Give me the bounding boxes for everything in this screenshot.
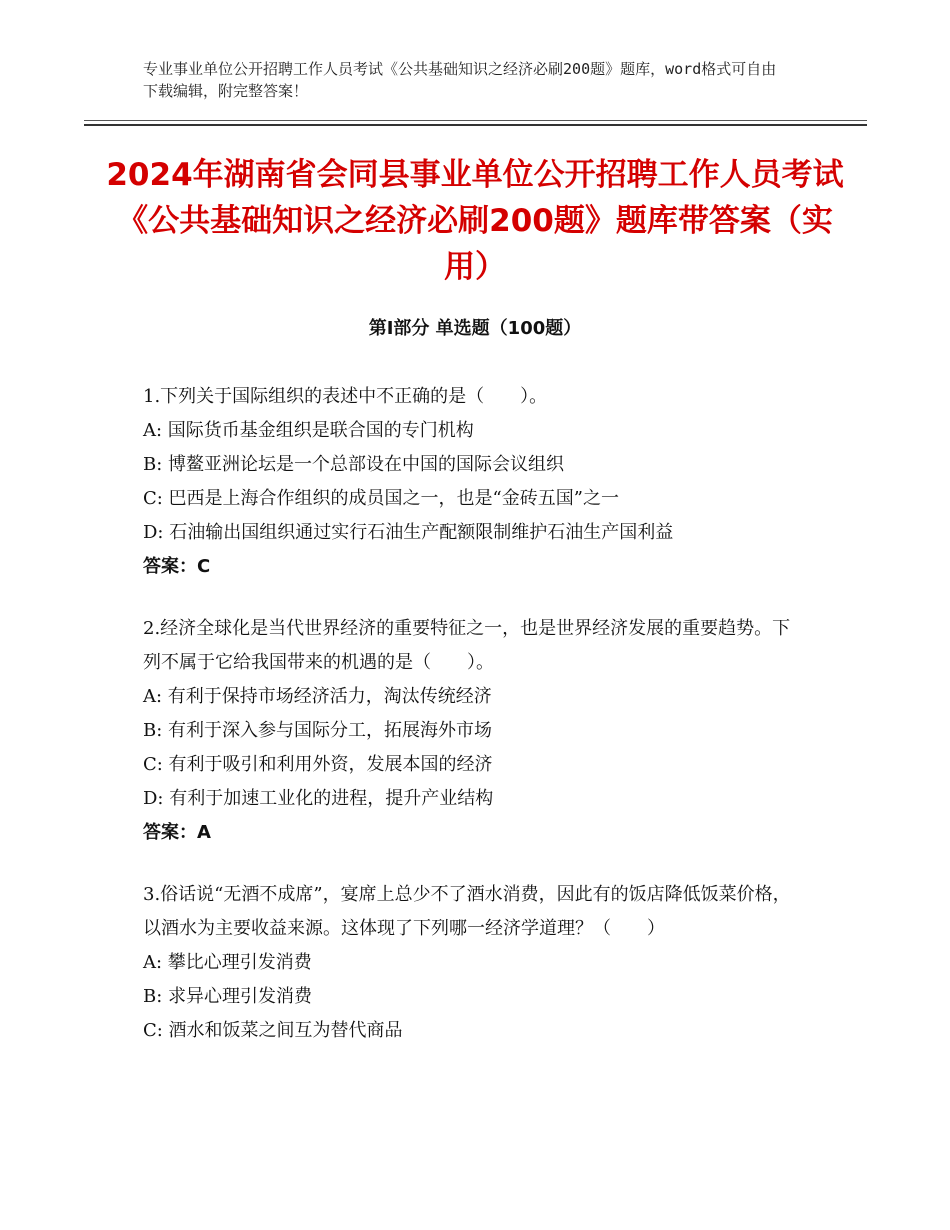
question-stem: 2.经济全球化是当代世界经济的重要特征之一，也是世界经济发展的重要趋势。下列不属于它给我国带来的机遇的是（ ）。 [143, 618, 791, 673]
header-rule-thick [84, 124, 867, 126]
answer: 答案：C [143, 556, 211, 577]
question-2 [143, 612, 803, 850]
section-title: 第Ⅰ部分 单选题（100题） [368, 318, 582, 339]
option-c: C: 巴西是上海合作组织的成员国之一，也是“金砖五国”之一 [143, 488, 619, 509]
question-1 [143, 380, 803, 584]
question-stem: 1.下列关于国际组织的表述中不正确的是（ ）。 [143, 386, 548, 407]
option-a: A: 攀比心理引发消费 [143, 952, 312, 973]
option-b: B: 求异心理引发消费 [143, 986, 313, 1007]
option-d: D: 石油输出国组织通过实行石油生产配额限制维护石油生产国利益 [143, 522, 674, 543]
answer: 答案：A [143, 822, 211, 843]
question-stem: 3.俗话说“无酒不成席”，宴席上总少不了酒水消费，因此有的饭店降低饭菜价格，以酒水为主要收益来源。这体现了下列哪一经济学道理？（ ） [143, 884, 791, 939]
question-3 [143, 878, 803, 1048]
option-b: B: 有利于深入参与国际分工，拓展海外市场 [143, 720, 493, 741]
option-c: C: 有利于吸引和利用外资，发展本国的经济 [143, 754, 493, 775]
header-note: 专业事业单位公开招聘工作人员考试《公共基础知识之经济必刷200题》题库，word格式可自由下载编辑，附完整答案！ [143, 60, 777, 100]
document-title: 2024年湖南省会同县事业单位公开招聘工作人员考试《公共基础知识之经济必刷200题》题库带答案（实用） [106, 157, 844, 285]
option-c: C: 酒水和饭菜之间互为替代商品 [143, 1020, 403, 1041]
header-rule-thin [84, 120, 867, 121]
option-d: D: 有利于加速工业化的进程，提升产业结构 [143, 788, 494, 809]
option-b: B: 博鳌亚洲论坛是一个总部设在中国的国际会议组织 [143, 454, 565, 475]
option-a: A: 有利于保持市场经济活力，淘汰传统经济 [143, 686, 492, 707]
question-list [143, 380, 803, 1076]
option-a: A: 国际货币基金组织是联合国的专门机构 [143, 420, 474, 441]
